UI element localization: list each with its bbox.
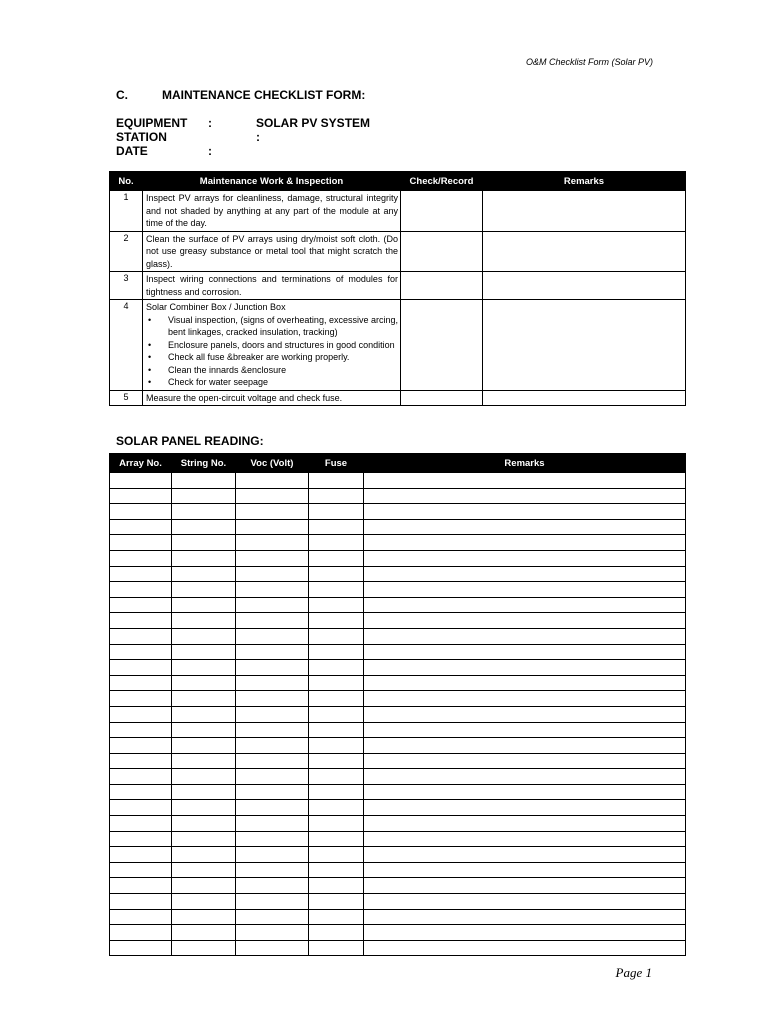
fuse-cell[interactable] [309,831,364,847]
array-no-cell[interactable] [110,784,172,800]
reading-row [110,691,686,707]
string-no-cell[interactable] [172,769,236,785]
array-no-cell[interactable] [110,769,172,785]
string-no-cell[interactable] [172,582,236,598]
voc-cell[interactable] [236,722,309,738]
array-no-cell[interactable] [110,894,172,910]
reading-row [110,644,686,660]
string-no-cell[interactable] [172,706,236,722]
voc-cell[interactable] [236,519,309,535]
bullet-item: • Visual inspection, (signs of overheating, excessive arcing, bent linkages, cracked insulation, tracking) [168,314,398,339]
reading-row [110,738,686,754]
item-number: 1 [110,191,143,232]
column-header: Voc (Volt) [236,454,309,473]
array-no-cell[interactable] [110,660,172,676]
array-no-cell[interactable] [110,753,172,769]
fuse-cell[interactable] [309,769,364,785]
voc-cell[interactable] [236,940,309,956]
checklist-row [110,300,686,391]
reading-row [110,800,686,816]
array-no-cell[interactable] [110,473,172,489]
reading-row [110,878,686,894]
array-no-cell[interactable] [110,800,172,816]
checklist-row [110,231,686,272]
string-no-cell[interactable] [172,894,236,910]
item-task: Inspect wiring connections and terminations of modules for tightness and corrosion. [143,272,401,300]
string-no-cell[interactable] [172,519,236,535]
fuse-cell[interactable] [309,597,364,613]
remarks-cell[interactable] [364,847,686,863]
column-header: Maintenance Work & Inspection [143,172,401,191]
string-no-cell[interactable] [172,473,236,489]
reading-row [110,909,686,925]
string-no-cell[interactable] [172,613,236,629]
remarks-cell[interactable] [364,582,686,598]
bullet-item: • Check for water seepage [168,376,398,389]
check-record-cell[interactable] [401,300,483,391]
section-letter: C. [116,88,128,102]
fuse-cell[interactable] [309,894,364,910]
array-no-cell[interactable] [110,535,172,551]
maintenance-checklist-table [109,171,686,406]
fuse-cell[interactable] [309,582,364,598]
fuse-cell[interactable] [309,613,364,629]
reading-section-title: SOLAR PANEL READING: [116,434,264,448]
checklist-row [110,191,686,232]
string-no-cell[interactable] [172,675,236,691]
remarks-cell[interactable] [364,738,686,754]
voc-cell[interactable] [236,878,309,894]
string-no-cell[interactable] [172,550,236,566]
array-no-cell[interactable] [110,878,172,894]
reading-row [110,894,686,910]
array-no-cell[interactable] [110,504,172,520]
remarks-cell[interactable] [364,550,686,566]
reading-row [110,675,686,691]
voc-cell[interactable] [236,816,309,832]
fuse-cell[interactable] [309,722,364,738]
string-no-cell[interactable] [172,628,236,644]
string-no-cell[interactable] [172,660,236,676]
reading-row [110,504,686,520]
remarks-cell[interactable] [364,909,686,925]
bullet-list [146,314,398,389]
checklist-row [110,272,686,300]
array-no-cell[interactable] [110,691,172,707]
fuse-cell[interactable] [309,847,364,863]
reading-row [110,816,686,832]
fuse-cell[interactable] [309,800,364,816]
array-no-cell[interactable] [110,597,172,613]
item-task: Measure the open-circuit voltage and check fuse. [143,390,401,406]
meta-value: : [256,130,260,144]
reading-row [110,473,686,489]
voc-cell[interactable] [236,800,309,816]
array-no-cell[interactable] [110,644,172,660]
array-no-cell[interactable] [110,519,172,535]
meta-key: DATE [116,144,148,158]
fuse-cell[interactable] [309,644,364,660]
voc-cell[interactable] [236,909,309,925]
string-no-cell[interactable] [172,862,236,878]
array-no-cell[interactable] [110,582,172,598]
fuse-cell[interactable] [309,628,364,644]
remarks-cell[interactable] [364,628,686,644]
string-no-cell[interactable] [172,816,236,832]
voc-cell[interactable] [236,894,309,910]
fuse-cell[interactable] [309,535,364,551]
voc-cell[interactable] [236,628,309,644]
reading-row [110,784,686,800]
voc-cell[interactable] [236,784,309,800]
checklist-row [110,390,686,406]
item-task: Clean the surface of PV arrays using dry/moist soft cloth. (Do not use greasy substance or metal tool that might scratch the glass). [143,231,401,272]
voc-cell[interactable] [236,769,309,785]
string-no-cell[interactable] [172,831,236,847]
reading-header-row [110,454,686,473]
array-no-cell[interactable] [110,675,172,691]
meta-key: EQUIPMENT [116,116,188,130]
fuse-cell[interactable] [309,519,364,535]
string-no-cell[interactable] [172,753,236,769]
reading-row [110,831,686,847]
array-no-cell[interactable] [110,940,172,956]
remarks-cell[interactable] [364,816,686,832]
array-no-cell[interactable] [110,862,172,878]
string-no-cell[interactable] [172,940,236,956]
voc-cell[interactable] [236,738,309,754]
remarks-cell[interactable] [364,784,686,800]
item-number: 4 [110,300,143,391]
remarks-cell[interactable] [364,862,686,878]
item-number: 5 [110,390,143,406]
check-record-cell[interactable] [401,191,483,232]
fuse-cell[interactable] [309,675,364,691]
fuse-cell[interactable] [309,738,364,754]
remarks-cell[interactable] [483,191,686,232]
fuse-cell[interactable] [309,784,364,800]
string-no-cell[interactable] [172,784,236,800]
reading-row [110,706,686,722]
remarks-cell[interactable] [364,504,686,520]
section-title-text: MAINTENANCE CHECKLIST FORM: [162,88,366,102]
column-header: Array No. [110,454,172,473]
array-no-cell[interactable] [110,909,172,925]
reading-row [110,597,686,613]
remarks-cell[interactable] [364,644,686,660]
check-record-cell[interactable] [401,272,483,300]
fuse-cell[interactable] [309,878,364,894]
fuse-cell[interactable] [309,909,364,925]
fuse-cell[interactable] [309,566,364,582]
page-number: Page 1 [615,965,652,980]
meta-colon: : [208,116,212,130]
array-no-cell[interactable] [110,722,172,738]
voc-cell[interactable] [236,488,309,504]
reading-row [110,628,686,644]
reading-row [110,769,686,785]
reading-row [110,613,686,629]
reading-row [110,940,686,956]
remarks-cell[interactable] [364,753,686,769]
check-record-cell[interactable] [401,231,483,272]
string-no-cell[interactable] [172,847,236,863]
column-header: Check/Record [401,172,483,191]
meta-value: SOLAR PV SYSTEM [256,116,371,130]
bullet-item: • Check all fuse &breaker are working properly. [168,351,398,364]
reading-row [110,660,686,676]
array-no-cell[interactable] [110,738,172,754]
string-no-cell[interactable] [172,878,236,894]
item-task-heading: Solar Combiner Box / Junction Box [146,302,286,312]
array-no-cell[interactable] [110,847,172,863]
voc-cell[interactable] [236,660,309,676]
fuse-cell[interactable] [309,753,364,769]
voc-cell[interactable] [236,831,309,847]
array-no-cell[interactable] [110,925,172,941]
voc-cell[interactable] [236,644,309,660]
fuse-cell[interactable] [309,660,364,676]
string-no-cell[interactable] [172,691,236,707]
remarks-cell[interactable] [364,940,686,956]
fuse-cell[interactable] [309,504,364,520]
string-no-cell[interactable] [172,738,236,754]
remarks-cell[interactable] [364,769,686,785]
meta-colon: : [208,144,212,158]
voc-cell[interactable] [236,504,309,520]
section-title [116,88,365,102]
item-number: 3 [110,272,143,300]
column-header: No. [110,172,143,191]
reading-row [110,753,686,769]
check-record-cell[interactable] [401,390,483,406]
reading-row [110,722,686,738]
string-no-cell[interactable] [172,566,236,582]
voc-cell[interactable] [236,473,309,489]
string-no-cell[interactable] [172,597,236,613]
string-no-cell[interactable] [172,800,236,816]
reading-row [110,862,686,878]
reading-row [110,847,686,863]
remarks-cell[interactable] [364,831,686,847]
remarks-cell[interactable] [364,613,686,629]
reading-row [110,535,686,551]
remarks-cell[interactable] [364,706,686,722]
bullet-item: • Enclosure panels, doors and structures in good condition [168,339,398,352]
column-header: Fuse [309,454,364,473]
voc-cell[interactable] [236,597,309,613]
voc-cell[interactable] [236,675,309,691]
string-no-cell[interactable] [172,535,236,551]
array-no-cell[interactable] [110,550,172,566]
voc-cell[interactable] [236,862,309,878]
array-no-cell[interactable] [110,816,172,832]
voc-cell[interactable] [236,925,309,941]
string-no-cell[interactable] [172,909,236,925]
voc-cell[interactable] [236,566,309,582]
fuse-cell[interactable] [309,816,364,832]
item-task [143,300,401,391]
reading-row [110,582,686,598]
remarks-cell[interactable] [364,535,686,551]
array-no-cell[interactable] [110,566,172,582]
item-number: 2 [110,231,143,272]
column-header: String No. [172,454,236,473]
column-header: Remarks [483,172,686,191]
remarks-cell[interactable] [364,722,686,738]
array-no-cell[interactable] [110,613,172,629]
voc-cell[interactable] [236,706,309,722]
voc-cell[interactable] [236,691,309,707]
remarks-cell[interactable] [364,878,686,894]
remarks-cell[interactable] [364,894,686,910]
fuse-cell[interactable] [309,550,364,566]
string-no-cell[interactable] [172,488,236,504]
fuse-cell[interactable] [309,691,364,707]
remarks-cell[interactable] [364,660,686,676]
remarks-cell[interactable] [364,566,686,582]
bullet-item: • Clean the innards &enclosure [168,364,398,377]
reading-row [110,519,686,535]
meta-key: STATION [116,130,167,144]
remarks-cell[interactable] [483,390,686,406]
remarks-cell[interactable] [364,925,686,941]
form-name-header: O&M Checklist Form (Solar PV) [525,57,653,67]
array-no-cell[interactable] [110,628,172,644]
remarks-cell[interactable] [483,300,686,391]
fuse-cell[interactable] [309,488,364,504]
fuse-cell[interactable] [309,473,364,489]
voc-cell[interactable] [236,753,309,769]
remarks-cell[interactable] [364,800,686,816]
remarks-cell[interactable] [364,597,686,613]
reading-row [110,566,686,582]
fuse-cell[interactable] [309,940,364,956]
remarks-cell[interactable] [364,519,686,535]
reading-row [110,925,686,941]
checklist-header-row [110,172,686,191]
remarks-cell[interactable] [483,272,686,300]
string-no-cell[interactable] [172,722,236,738]
reading-row [110,488,686,504]
remarks-cell[interactable] [364,473,686,489]
voc-cell[interactable] [236,535,309,551]
remarks-cell[interactable] [364,488,686,504]
voc-cell[interactable] [236,550,309,566]
voc-cell[interactable] [236,847,309,863]
reading-table-body [110,473,686,956]
fuse-cell[interactable] [309,925,364,941]
remarks-cell[interactable] [364,675,686,691]
voc-cell[interactable] [236,613,309,629]
string-no-cell[interactable] [172,925,236,941]
array-no-cell[interactable] [110,831,172,847]
item-task: Inspect PV arrays for cleanliness, damage, structural integrity and not shaded by anything at any part of the module at any time of the day. [143,191,401,232]
string-no-cell[interactable] [172,504,236,520]
array-no-cell[interactable] [110,706,172,722]
solar-panel-reading-table [109,453,686,956]
voc-cell[interactable] [236,582,309,598]
remarks-cell[interactable] [483,231,686,272]
fuse-cell[interactable] [309,862,364,878]
fuse-cell[interactable] [309,706,364,722]
array-no-cell[interactable] [110,488,172,504]
reading-row [110,550,686,566]
remarks-cell[interactable] [364,691,686,707]
column-header: Remarks [364,454,686,473]
string-no-cell[interactable] [172,644,236,660]
